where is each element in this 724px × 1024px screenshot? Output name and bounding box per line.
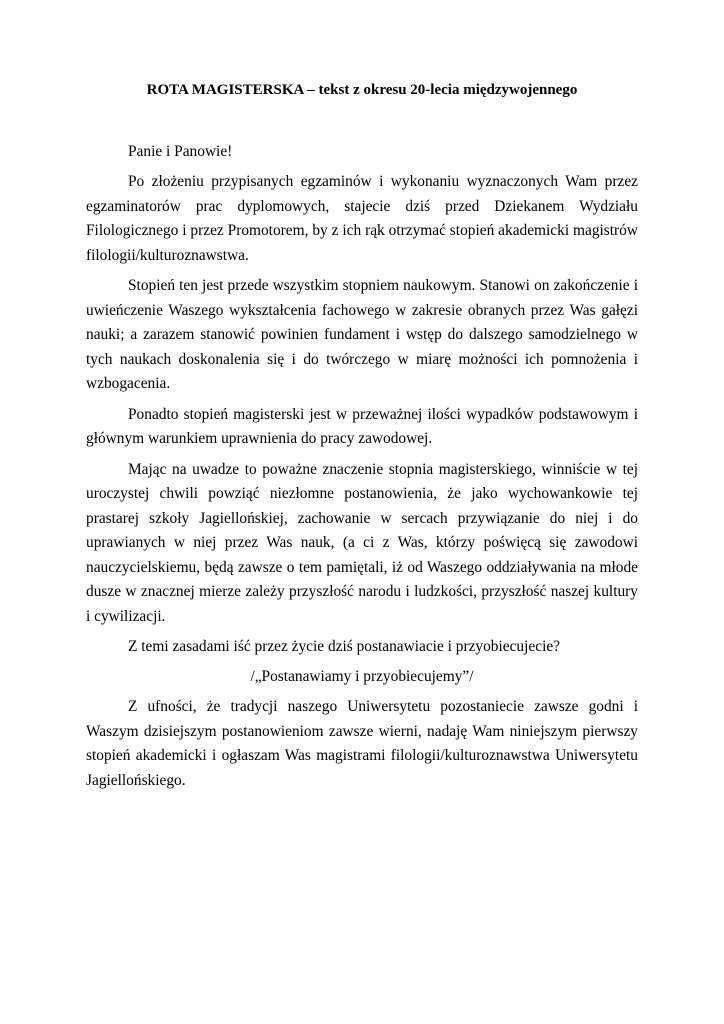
document-title: ROTA MAGISTERSKA – tekst z okresu 20-lecia międzywojennego [146, 82, 578, 98]
oath-response: /„Postanawiamy i przyobiecujemy”/ [250, 668, 474, 685]
paragraph-oath-obligations: Mając na uwadze to poważne znaczenie stopnia magisterskiego, winniście w tej uroczystej chwili powziąć niezłomne postanowienia, że jako wychowankowie tej prastarej szkoły Jagiellońskiej, zachowanie w sercach przywiązanie do niej i do uprawianych w niej przez Was nauk, (a ci z Was, którzy poświęcą się zawodowi nauczycielskiemu, będą zawsze o tem pamiętali, iż od Waszego oddziaływania na młode dusze w znacznej mierze zależy przyszłość narodu i ludzkości, przyszłość naszej kultury i cywilizacji. [86, 460, 638, 625]
paragraph-degree-scientific: Stopień ten jest przede wszystkim stopniem naukowym. Stanowi on zakończenie i uwieńczenie Waszego wykształcenia fachowego w zakresie obranych przez Was gałęzi nauki; a zarazem stanowić powinien fundament i wstęp do dalszego samodzielnego w tych naukach doskonalenia się i do twórczego w miarę możności ich pomnożenia i wzbogacenia. [86, 277, 638, 392]
closing-paragraph: Z ufności, że tradycji naszego Uniwersytetu pozostaniecie zawsze godni i Waszym dzisiejszym postanowieniom zawsze wierni, nadaję Wam niniejszym pierwszy stopień akademicki i ogłaszam Was magistrami filologii/kulturoznawstwa Uniwersytetu Jagiellońskiego. [86, 698, 638, 789]
greeting: Panie i Panowie! [128, 143, 233, 160]
paragraph-exams: Po złożeniu przypisanych egzaminów i wykonaniu wyznaczonych Wam przez egzaminatorów prac dyplomowych, stajecie dziś przed Dziekanem Wydziału Filologicznego i przez Promotorem, by z ich rąk otrzymać stopień akademicki magistrów filologii/kulturoznawstwa. [86, 173, 638, 264]
oath-question: Z temi zasadami iść przez życie dziś postanawiacie i przyobiecujecie? [128, 638, 561, 655]
document-page [86, 80, 638, 799]
paragraph-degree-professional: Ponadto stopień magisterski jest w przeważnej ilości wypadków podstawowym i głównym warunkiem uprawnienia do pracy zawodowej. [86, 405, 638, 447]
